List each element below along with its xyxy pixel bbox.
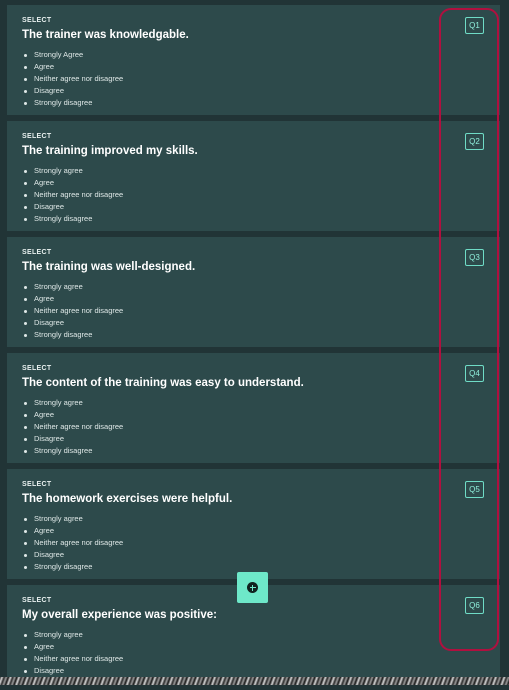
question-number-badge[interactable]: Q1 [465, 17, 484, 34]
option-item: Disagree [22, 201, 485, 213]
option-item: Disagree [22, 85, 485, 97]
question-type-label: SELECT [22, 597, 52, 604]
option-item: Agree [22, 641, 485, 653]
option-item: Strongly disagree [22, 445, 485, 457]
option-item: Agree [22, 61, 485, 73]
add-question-button[interactable] [237, 572, 268, 603]
option-item: Agree [22, 409, 485, 421]
option-item: Strongly disagree [22, 97, 485, 109]
option-item: Strongly agree [22, 629, 485, 641]
question-title: My overall experience was positive: [22, 609, 217, 621]
option-item: Strongly agree [22, 397, 485, 409]
option-list [22, 165, 485, 225]
option-item: Disagree [22, 433, 485, 445]
question-number-badge[interactable]: Q5 [465, 481, 484, 498]
option-item: Strongly disagree [22, 561, 485, 573]
option-item: Agree [22, 293, 485, 305]
option-item: Neither agree nor disagree [22, 73, 485, 85]
question-card-q5[interactable] [7, 469, 500, 579]
question-title: The training was well-designed. [22, 261, 196, 273]
question-type-label: SELECT [22, 249, 52, 256]
question-card-q2[interactable] [7, 121, 500, 231]
option-item: Neither agree nor disagree [22, 653, 485, 665]
question-type-label: SELECT [22, 17, 52, 24]
option-list [22, 397, 485, 457]
option-item: Neither agree nor disagree [22, 305, 485, 317]
option-item: Neither agree nor disagree [22, 537, 485, 549]
question-number-badge[interactable]: Q4 [465, 365, 484, 382]
option-item: Disagree [22, 665, 485, 677]
option-item: Strongly agree [22, 165, 485, 177]
bottom-edge-artifact [0, 677, 509, 685]
question-title: The content of the training was easy to understand. [22, 377, 304, 389]
option-item: Strongly Agree [22, 49, 485, 61]
question-card-q1[interactable] [7, 5, 500, 115]
option-item: Neither agree nor disagree [22, 189, 485, 201]
option-list [22, 49, 485, 109]
question-title: The training improved my skills. [22, 145, 198, 157]
option-item: Strongly agree [22, 281, 485, 293]
option-item: Strongly disagree [22, 213, 485, 225]
question-number-badge[interactable]: Q3 [465, 249, 484, 266]
question-type-label: SELECT [22, 365, 52, 372]
option-item: Strongly agree [22, 513, 485, 525]
option-item: Disagree [22, 549, 485, 561]
question-type-label: SELECT [22, 481, 52, 488]
option-list [22, 513, 485, 573]
question-title: The trainer was knowledgable. [22, 29, 189, 41]
option-item: Neither agree nor disagree [22, 421, 485, 433]
option-item: Disagree [22, 317, 485, 329]
option-item: Strongly disagree [22, 329, 485, 341]
question-card-q3[interactable] [7, 237, 500, 347]
option-item: Agree [22, 525, 485, 537]
option-list [22, 281, 485, 341]
question-number-badge[interactable]: Q2 [465, 133, 484, 150]
option-list [22, 629, 485, 677]
question-card-q4[interactable] [7, 353, 500, 463]
question-number-badge[interactable]: Q6 [465, 597, 484, 614]
question-type-label: SELECT [22, 133, 52, 140]
plus-circle-icon [247, 582, 258, 593]
question-title: The homework exercises were helpful. [22, 493, 233, 505]
option-item: Agree [22, 177, 485, 189]
